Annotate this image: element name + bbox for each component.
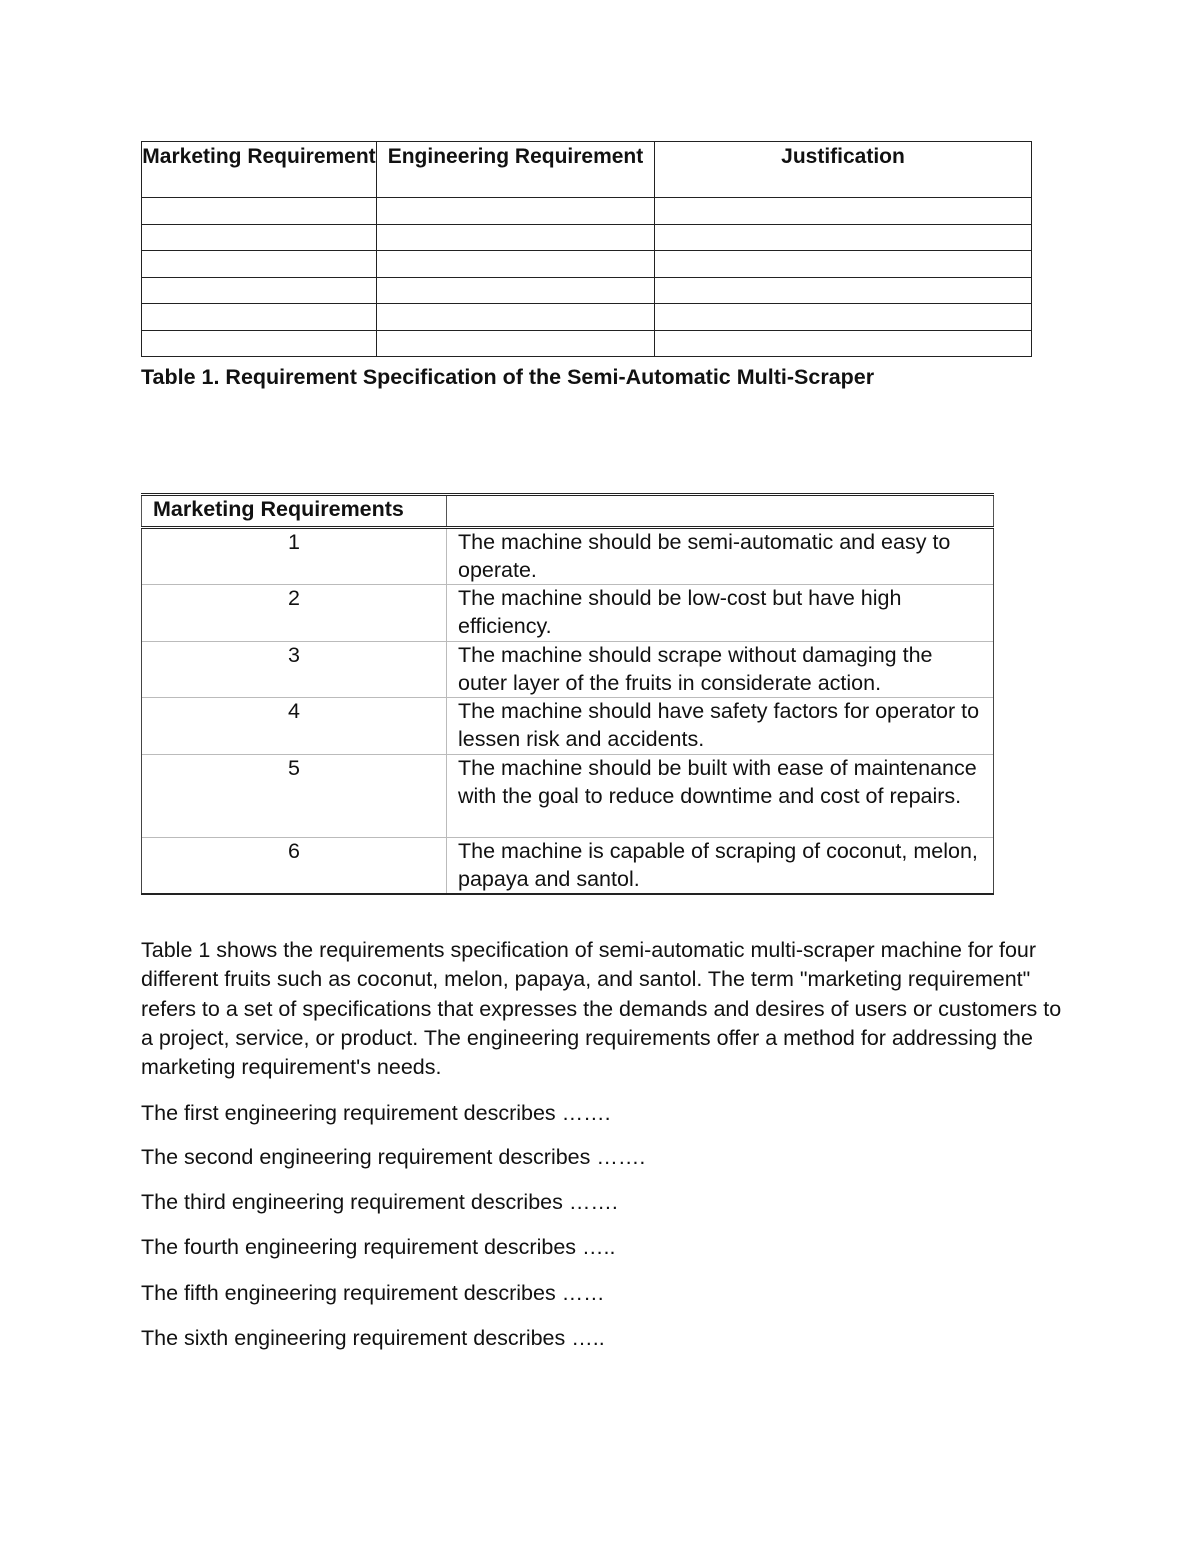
requirement-specification-table — [141, 141, 1032, 357]
requirement-text: The machine should be semi-automatic and easy to operate. — [447, 528, 994, 585]
marketing-requirements-table — [141, 493, 994, 895]
table-row — [142, 838, 994, 895]
table-row — [142, 755, 994, 838]
second-requirement-line: The second engineering requirement describes ……. — [141, 1145, 646, 1169]
sixth-requirement-line: The sixth engineering requirement describes ….. — [141, 1326, 605, 1350]
requirement-number: 2 — [142, 585, 447, 642]
table-row — [142, 698, 994, 755]
table-row — [142, 224, 1032, 251]
requirement-text: The machine should be low-cost but have high efficiency. — [447, 585, 994, 642]
table1-caption: Table 1. Requirement Specification of the Semi-Automatic Multi-Scraper — [141, 365, 875, 389]
header-marketing-requirements: Marketing Requirements — [142, 495, 447, 528]
requirement-text: The machine should have safety factors for operator to lessen risk and accidents. — [447, 698, 994, 755]
header-marketing-requirement: Marketing Requirement — [142, 142, 377, 198]
requirement-text: The machine is capable of scraping of coconut, melon, papaya and santol. — [447, 838, 994, 895]
table-row — [142, 277, 1032, 304]
requirement-number: 3 — [142, 642, 447, 698]
requirement-number: 5 — [142, 755, 447, 838]
first-requirement-line: The first engineering requirement describes ……. — [141, 1101, 611, 1125]
fourth-requirement-line: The fourth engineering requirement describes ….. — [141, 1235, 616, 1259]
body-paragraph: Table 1 shows the requirements specification of semi-automatic multi-scraper machine for four different fruits such as coconut, melon, papaya, and santol. The term "marketing requirement" refers to a set of specifications that expresses the demands and desires of users or customers to a project, service, or product. The engineering requirements offer a method for addressing the marketing requirement's needs. — [141, 938, 1062, 1080]
requirement-text: The machine should scrape without damaging the outer layer of the fruits in considerate action. — [447, 642, 994, 698]
table-row — [142, 330, 1032, 357]
requirement-text: The machine should be built with ease of maintenance with the goal to reduce downtime and cost of repairs. — [447, 755, 994, 838]
requirement-number: 4 — [142, 698, 447, 755]
table-row — [142, 528, 994, 585]
third-requirement-line: The third engineering requirement describes ……. — [141, 1190, 618, 1214]
table-row — [142, 251, 1032, 278]
table-row — [142, 304, 1032, 331]
header-engineering-requirement: Engineering Requirement — [377, 142, 655, 198]
table2-header-row — [142, 495, 994, 528]
header-empty — [447, 495, 994, 528]
table-row — [142, 642, 994, 698]
requirement-number: 1 — [142, 528, 447, 585]
table1-header-row — [142, 142, 1032, 198]
table-row — [142, 198, 1032, 225]
header-justification: Justification — [655, 142, 1032, 198]
requirement-number: 6 — [142, 838, 447, 895]
fifth-requirement-line: The fifth engineering requirement describes …… — [141, 1281, 605, 1305]
table-row — [142, 585, 994, 642]
